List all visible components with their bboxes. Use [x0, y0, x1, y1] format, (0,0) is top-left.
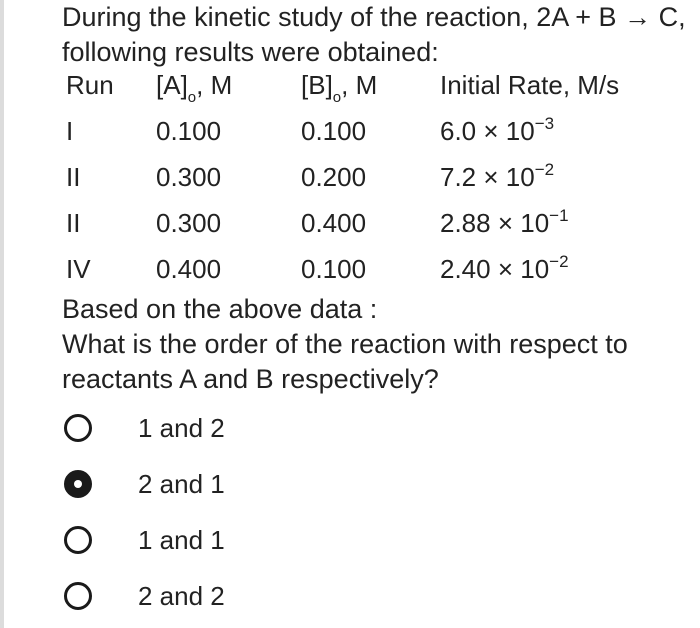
header-b-bracket: [B] [301, 70, 333, 100]
rate-mantissa: 2.40 × 10 [440, 254, 550, 284]
row-run: IV [66, 254, 91, 284]
header-b-subscript: o [332, 89, 342, 106]
option-label: 1 and 1 [138, 525, 225, 555]
row-run: I [66, 116, 74, 146]
row-b-value: 0.200 [301, 162, 367, 192]
rate-exponent: −2 [534, 160, 555, 179]
row-rate [440, 116, 554, 147]
option-label: 2 and 1 [138, 469, 225, 499]
row-b-value: 0.100 [301, 116, 367, 146]
header-a-subscript: o [187, 89, 197, 106]
row-b-value: 0.100 [301, 254, 367, 284]
header-a-bracket: [A] [156, 70, 188, 100]
header-b-unit: , M [341, 70, 378, 100]
row-a-value: 0.300 [156, 162, 222, 192]
row-a-value: 0.100 [156, 116, 222, 146]
rate-mantissa: 6.0 × 10 [440, 116, 535, 146]
row-rate [440, 208, 569, 239]
radio-unselected-icon[interactable] [64, 526, 92, 554]
rate-mantissa: 2.88 × 10 [440, 208, 550, 238]
radio-selected-icon[interactable] [64, 470, 92, 498]
prompt-line-1: Based on the above data : [62, 294, 378, 324]
rate-exponent: −2 [549, 252, 569, 271]
option-2-and-2[interactable] [0, 578, 700, 624]
header-a-concentration [156, 70, 233, 106]
header-initial-rate: Initial Rate, M/s [440, 70, 620, 100]
header-b-concentration [301, 70, 378, 106]
header-a-unit: , M [196, 70, 233, 100]
question-prompt [62, 292, 692, 397]
option-2-and-1[interactable] [0, 466, 700, 512]
option-label: 1 and 2 [138, 413, 225, 443]
table-row [0, 208, 700, 248]
question-line-2: following results were obtained: [62, 37, 439, 67]
rate-exponent: −1 [549, 206, 569, 225]
row-a-value: 0.300 [156, 208, 222, 238]
row-a-value: 0.400 [156, 254, 222, 284]
rate-mantissa: 7.2 × 10 [440, 162, 535, 192]
table-row [0, 116, 700, 156]
option-1-and-2[interactable] [0, 410, 700, 456]
rate-exponent: −3 [534, 114, 555, 133]
radio-unselected-icon[interactable] [64, 414, 92, 442]
option-label: 2 and 2 [138, 581, 225, 611]
question-text [62, 0, 692, 70]
row-run: II [66, 162, 81, 192]
question-line-1: During the kinetic study of the reaction, 2A + B → C, [62, 2, 686, 32]
radio-unselected-icon[interactable] [64, 582, 92, 610]
option-1-and-1[interactable] [0, 522, 700, 568]
prompt-line-3: reactants A and B respectively? [62, 364, 439, 394]
row-rate [440, 162, 554, 193]
table-row [0, 254, 700, 294]
header-run: Run [66, 70, 114, 100]
row-run: II [66, 208, 81, 238]
table-header-row [0, 70, 700, 110]
prompt-line-2: What is the order of the reaction with respect to [62, 329, 628, 359]
table-row [0, 162, 700, 202]
row-rate [440, 254, 569, 285]
row-b-value: 0.400 [301, 208, 367, 238]
